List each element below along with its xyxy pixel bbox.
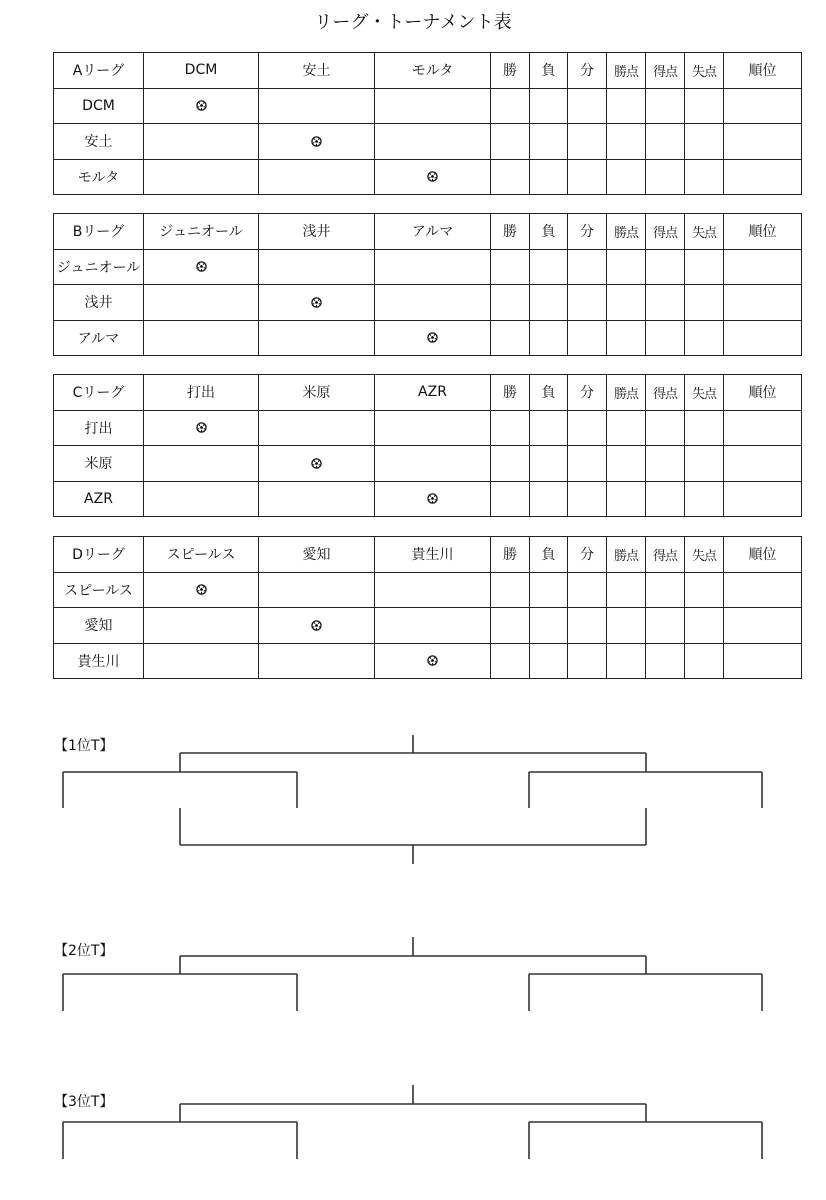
stat-column-header: 得点	[646, 375, 685, 411]
team-row-header: 貴生川	[54, 643, 144, 679]
stat-column-header: 分	[568, 375, 607, 411]
stat-column-header: 得点	[646, 53, 685, 89]
stat-column-header: 勝点	[607, 214, 646, 250]
stat-column-header: 失点	[685, 214, 724, 250]
league-name: Cリーグ	[54, 375, 144, 411]
league-name: Aリーグ	[54, 53, 144, 89]
stat-column-header: 失点	[685, 375, 724, 411]
team-column-header: 愛知	[259, 537, 375, 573]
stat-column-header: 負	[530, 537, 568, 573]
stat-column-header: 順位	[724, 53, 802, 89]
tournament-label-2nd: 【2位T】	[54, 943, 114, 959]
bracket-2nd-place	[63, 937, 762, 1011]
stat-column-header: 分	[568, 214, 607, 250]
team-row-header: ジュニオール	[54, 249, 144, 285]
team-column-header: AZR	[375, 375, 491, 411]
stat-column-header: 失点	[685, 53, 724, 89]
tournament-label-1st: 【1位T】	[54, 738, 114, 754]
team-column-header: ジュニオール	[144, 214, 259, 250]
team-column-header: 安土	[259, 53, 375, 89]
stat-column-header: 勝	[491, 53, 530, 89]
stat-column-header: 勝	[491, 214, 530, 250]
team-column-header: 貴生川	[375, 537, 491, 573]
stat-column-header: 勝点	[607, 537, 646, 573]
tournament-label-3rd: 【3位T】	[54, 1094, 114, 1110]
stat-column-header: 勝点	[607, 53, 646, 89]
team-column-header: スピールス	[144, 537, 259, 573]
team-row-header: 米原	[54, 446, 144, 482]
team-row-header: アルマ	[54, 320, 144, 356]
team-row-header: 安土	[54, 124, 144, 160]
team-column-header: 浅井	[259, 214, 375, 250]
stat-column-header: 分	[568, 53, 607, 89]
team-row-header: DCM	[54, 88, 144, 124]
bracket-3rd-place	[63, 1085, 762, 1159]
stat-column-header: 勝点	[607, 375, 646, 411]
stat-column-header: 分	[568, 537, 607, 573]
stat-column-header: 失点	[685, 537, 724, 573]
team-row-header: スピールス	[54, 572, 144, 608]
stat-column-header: 負	[530, 375, 568, 411]
stat-column-header: 得点	[646, 214, 685, 250]
stat-column-header: 勝	[491, 375, 530, 411]
stat-column-header: 順位	[724, 214, 802, 250]
team-column-header: アルマ	[375, 214, 491, 250]
team-column-header: 打出	[144, 375, 259, 411]
team-row-header: AZR	[54, 481, 144, 517]
team-row-header: 打出	[54, 410, 144, 446]
team-column-header: 米原	[259, 375, 375, 411]
stat-column-header: 順位	[724, 537, 802, 573]
league-name: Bリーグ	[54, 214, 144, 250]
stat-column-header: 負	[530, 53, 568, 89]
stat-column-header: 負	[530, 214, 568, 250]
stat-column-header: 順位	[724, 375, 802, 411]
bracket-1st-place	[63, 735, 762, 864]
team-row-header: 愛知	[54, 608, 144, 644]
team-row-header: 浅井	[54, 285, 144, 321]
stat-column-header: 勝	[491, 537, 530, 573]
league-name: Dリーグ	[54, 537, 144, 573]
page-title: リーグ・トーナメント表	[314, 12, 512, 33]
stat-column-header: 得点	[646, 537, 685, 573]
team-row-header: モルタ	[54, 159, 144, 195]
team-column-header: DCM	[144, 53, 259, 89]
team-column-header: モルタ	[375, 53, 491, 89]
